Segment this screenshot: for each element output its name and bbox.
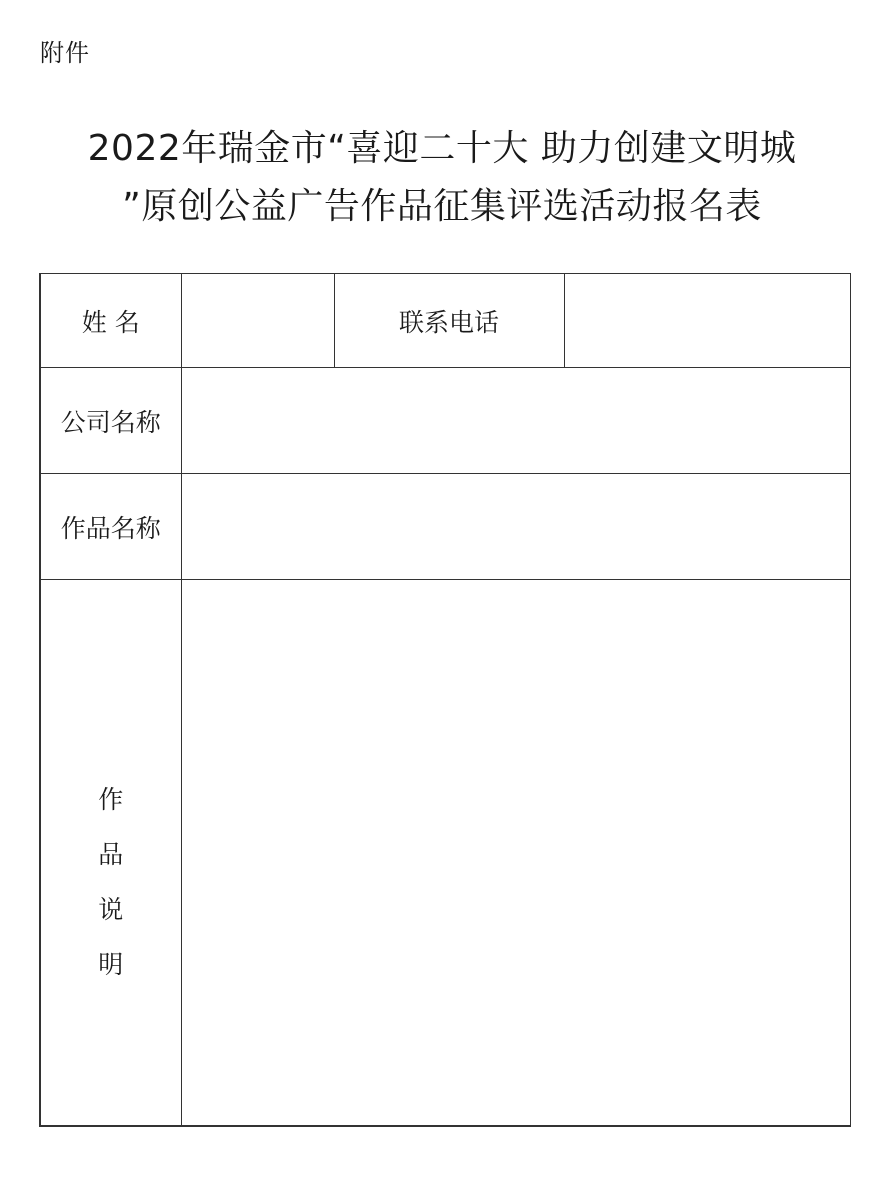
title-line-1: 2022年瑞金市“喜迎二十大 助力创建文明城 bbox=[87, 128, 797, 169]
name-value[interactable] bbox=[182, 274, 334, 367]
description-label: 作品说明 bbox=[98, 785, 124, 980]
company-value[interactable] bbox=[182, 368, 850, 473]
row-company bbox=[40, 368, 850, 474]
phone-value[interactable] bbox=[565, 274, 850, 367]
work-name-field[interactable] bbox=[181, 474, 850, 580]
row-description bbox=[40, 580, 850, 1126]
description-field[interactable] bbox=[181, 580, 850, 1126]
attachment-label: 附件 bbox=[40, 39, 90, 67]
title-line-2: ”原创公益广告作品征集评选活动报名表 bbox=[122, 186, 762, 227]
company-field[interactable] bbox=[181, 368, 850, 474]
name-field[interactable] bbox=[181, 274, 334, 368]
description-value[interactable] bbox=[182, 580, 850, 1125]
company-label: 公司名称 bbox=[40, 368, 181, 474]
work-name-label: 作品名称 bbox=[40, 474, 181, 580]
work-name-value[interactable] bbox=[182, 474, 850, 579]
description-label-cell bbox=[40, 580, 181, 1126]
phone-field[interactable] bbox=[564, 274, 850, 368]
document-title bbox=[0, 120, 884, 236]
row-work-name bbox=[40, 474, 850, 580]
row-name-phone bbox=[40, 274, 850, 368]
phone-label: 联系电话 bbox=[334, 274, 564, 368]
registration-form-table bbox=[39, 273, 851, 1127]
name-label: 姓 名 bbox=[40, 274, 181, 368]
